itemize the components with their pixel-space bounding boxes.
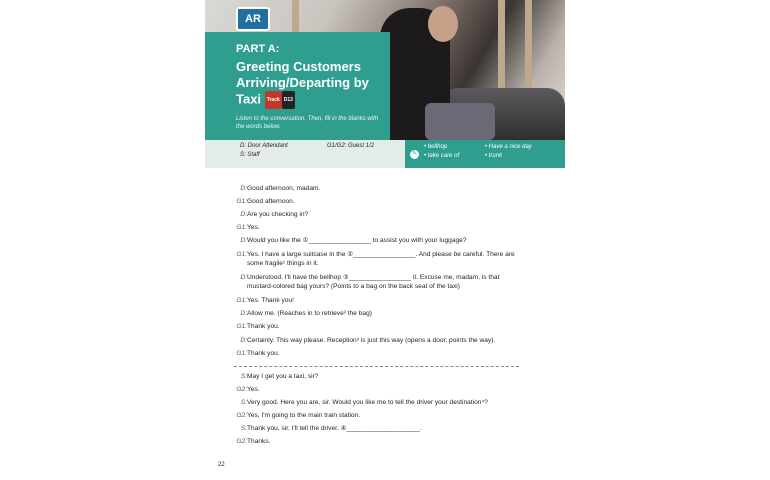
speaker: S: xyxy=(240,425,247,432)
speaker: D: xyxy=(240,185,247,192)
word-bank-item: • take care of xyxy=(424,153,460,159)
page-number: 22 xyxy=(218,462,225,468)
line-text: Yes. I have a large suitcase in the ②_________________. And please be careful. There are xyxy=(247,251,515,258)
role-door-attendant: D: Door Attendant xyxy=(240,143,288,149)
line-text: some fragile¹ things in it. xyxy=(247,260,319,267)
speaker: S: xyxy=(240,373,247,380)
speaker: G1: xyxy=(236,198,247,205)
speaker: G2: xyxy=(236,386,247,393)
title-text: Greeting Customers Arriving/Departing by Taxi xyxy=(236,59,369,107)
line-text: Are you checking in? xyxy=(247,211,309,218)
line-text: Good afternoon. xyxy=(247,198,295,205)
instructions: Listen to the conversation. Then, fill in the blanks with the words below. xyxy=(236,116,379,130)
speaker: G1: xyxy=(236,297,247,304)
part-label: PART A: xyxy=(236,43,280,55)
line-text: Good afternoon, madam. xyxy=(247,185,321,192)
speaker: D: xyxy=(240,237,247,244)
word-bank-icon: ✎ xyxy=(411,151,418,157)
page-title xyxy=(236,59,396,109)
line-text: Yes. xyxy=(247,386,260,393)
line-text: mustard-colored bag yours? (Points to a bag on the back seat of the taxi) xyxy=(247,283,460,290)
word-bank-item: • Have a nice day xyxy=(485,144,532,150)
line-text: Thank you. xyxy=(247,323,280,330)
speaker: D: xyxy=(240,274,247,281)
line-text: Yes. xyxy=(247,224,260,231)
role-staff: S: Staff xyxy=(240,152,260,158)
role-guests: G1/G2: Guest 1/2 xyxy=(327,143,375,149)
line-text: Very good. Here you are, sir. Would you like me to tell the driver your destination⁴? xyxy=(247,399,488,406)
speaker: D: xyxy=(240,337,247,344)
line-text: Yes, I'm going to the main train station. xyxy=(247,412,361,419)
speaker: G1: xyxy=(236,224,247,231)
speaker: G2: xyxy=(236,438,247,445)
word-bank-item: • trunk xyxy=(485,153,503,159)
speaker: D: xyxy=(240,310,247,317)
line-text: May I get you a taxi, sir? xyxy=(247,373,319,380)
section-divider xyxy=(234,366,519,367)
line-text: Thanks. xyxy=(247,438,271,445)
speaker: D: xyxy=(240,211,247,218)
line-text: Understood. I'll have the bellhop ③_________________ it. Excuse me, madam, is that xyxy=(247,274,500,281)
line-text: Would you like the ①_________________ to assist you with your luggage? xyxy=(247,237,467,244)
speaker: G1: xyxy=(236,323,247,330)
line-text: Thank you. xyxy=(247,350,280,357)
suitcase-image xyxy=(425,103,495,140)
roles-box xyxy=(205,140,405,168)
line-text: Allow me. (Reaches in to retrieve² the bag) xyxy=(247,310,372,317)
line-text: Thank you, sir. I'll tell the driver. ④____________________. xyxy=(247,425,422,432)
track-badge: Track xyxy=(265,91,282,109)
line-text: Certainly. This way please. Reception³ is just this way (opens a door, points the way). xyxy=(247,337,496,344)
speaker: G1: xyxy=(236,350,247,357)
word-bank-item: • bellhop xyxy=(424,144,448,150)
speaker: S: xyxy=(240,399,247,406)
line-text: Yes. Thank you! xyxy=(247,297,294,304)
track-number: D13 xyxy=(282,91,295,109)
ar-logo-icon: AR xyxy=(236,7,270,31)
speaker: G1: xyxy=(236,251,247,258)
speaker: G2: xyxy=(236,412,247,419)
person-head-image xyxy=(428,6,458,42)
